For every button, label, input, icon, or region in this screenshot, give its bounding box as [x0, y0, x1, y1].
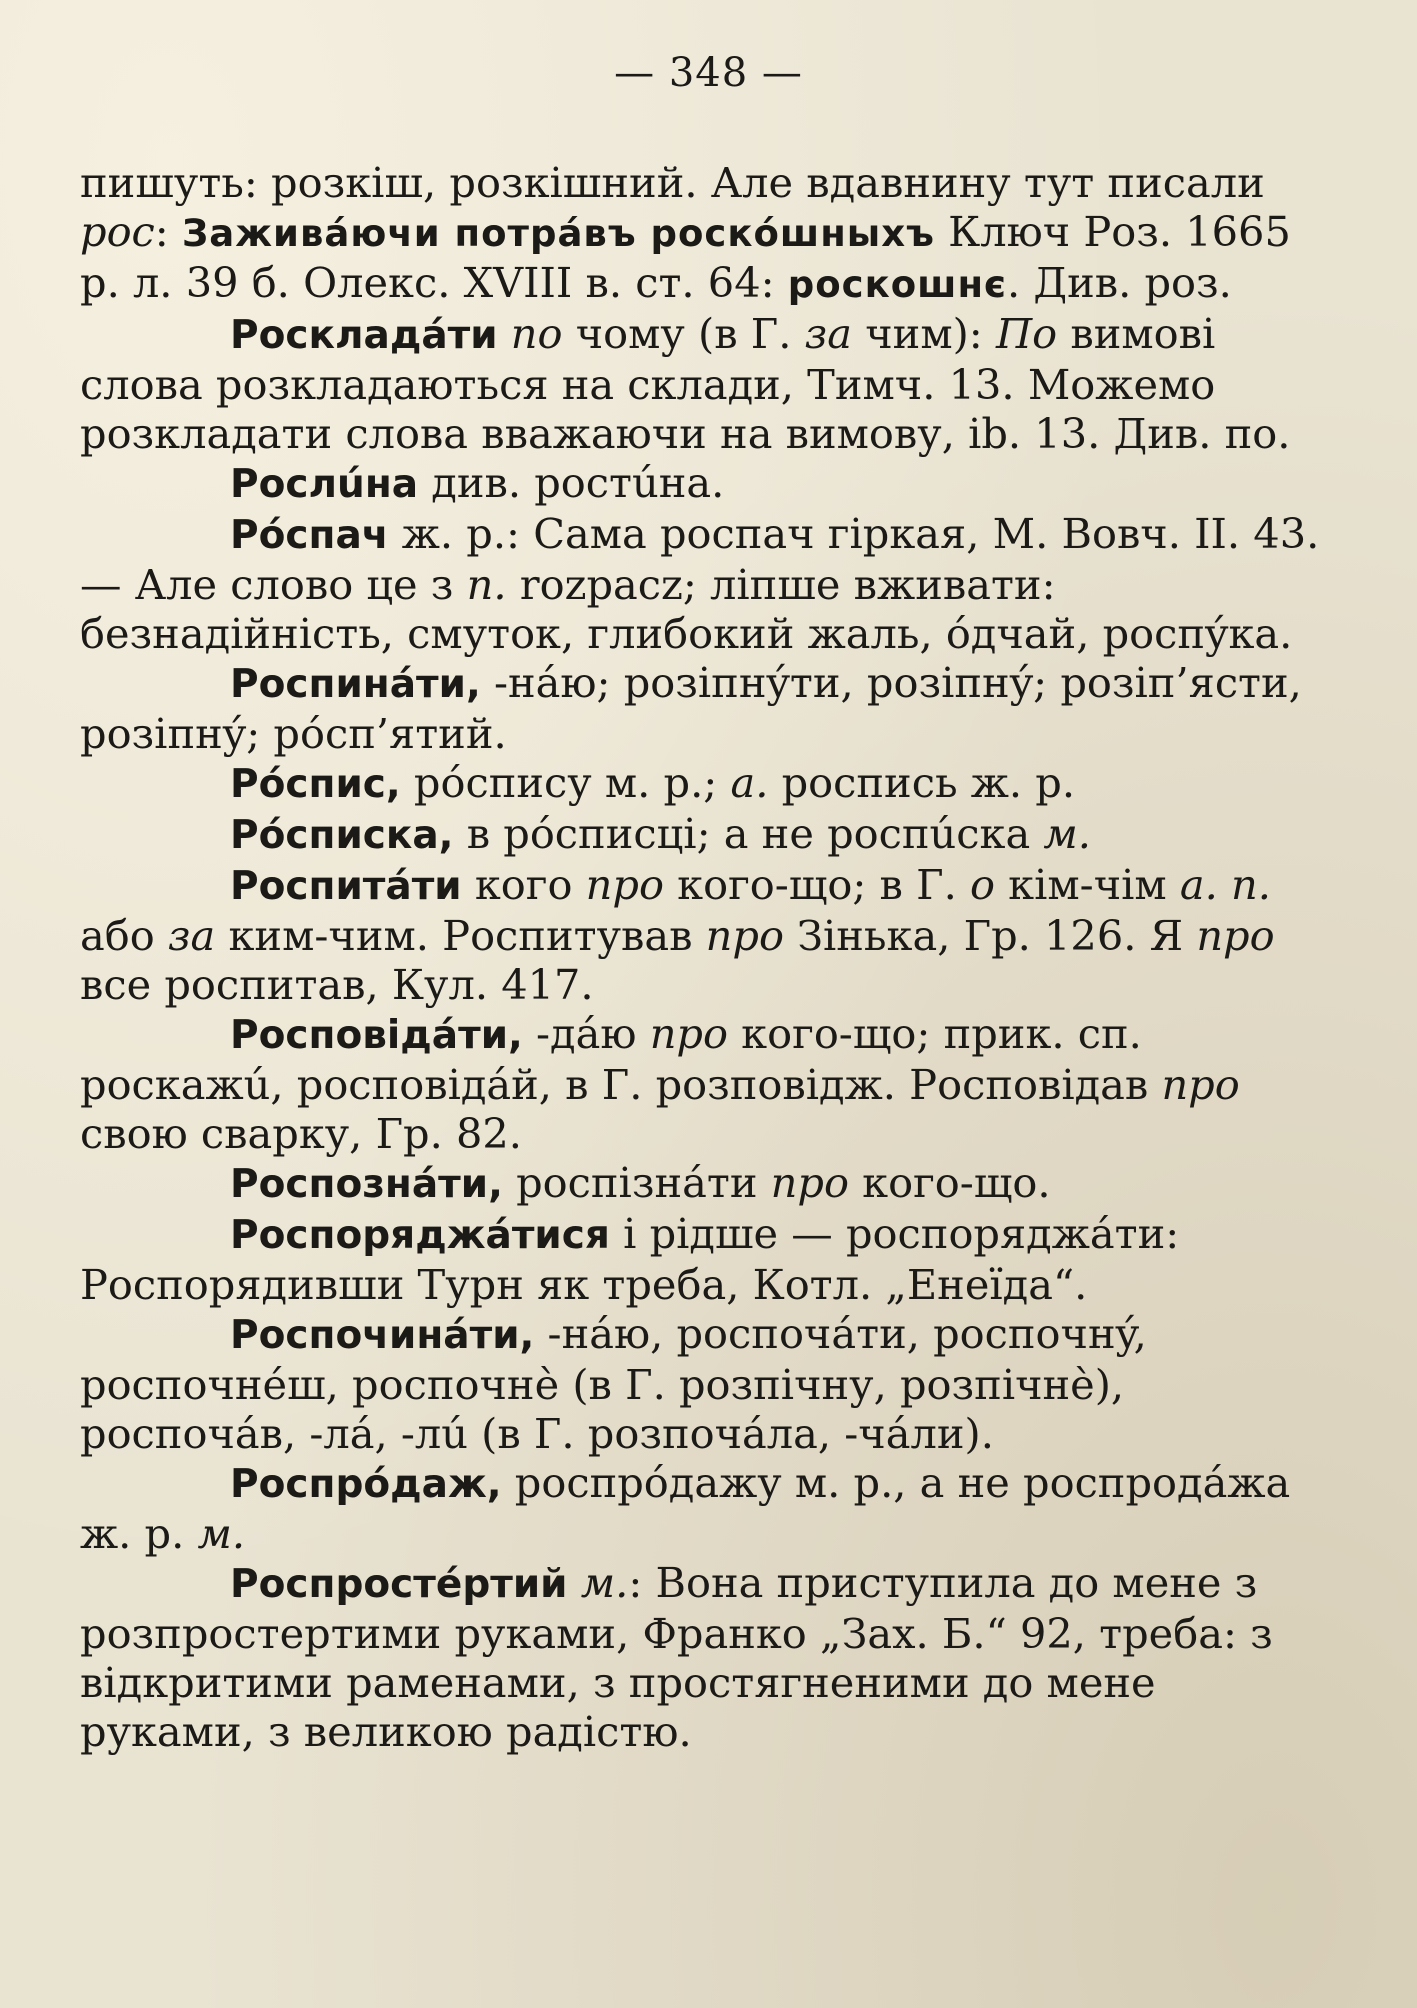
headword: Роспитáти [230, 864, 462, 909]
dictionary-entry [80, 1209, 1335, 1309]
dictionary-text [80, 158, 1335, 1756]
headword: Росповідáти, [230, 1013, 523, 1058]
text-run: кім-чім [994, 860, 1180, 909]
italic-text: по [510, 309, 563, 358]
text-run: роспись ж. р. [768, 758, 1076, 807]
text-run: чим): [852, 309, 996, 358]
italic-text: а. [730, 758, 769, 807]
headword: Рóспач [230, 513, 389, 558]
italic-text: про [1161, 1060, 1240, 1109]
dictionary-entry [80, 1158, 1335, 1209]
dictionary-entry [80, 658, 1335, 758]
italic-text: п. [466, 560, 507, 609]
headword: Роспростéртий [230, 1562, 568, 1607]
dictionary-entry [80, 809, 1335, 860]
old-slavonic-text: роскошнє [787, 263, 1007, 306]
dictionary-entry [80, 758, 1335, 809]
italic-text: м. [1043, 809, 1091, 858]
dictionary-entry [80, 1309, 1335, 1458]
old-slavonic-text: Зажива́ючи потра́въ роско́шныхъ [181, 212, 935, 255]
text-run: і рідше — роспоряджáти: Роспорядивши Турн як треба, Котл. „Енеїда“. [80, 1209, 1180, 1309]
italic-text: про [770, 1158, 849, 1207]
text-run: чому (в Г. [562, 309, 805, 358]
text-run [568, 1558, 581, 1607]
italic-text: про [649, 1009, 728, 1058]
headword: Роспоряджáтися [230, 1213, 610, 1258]
dictionary-entry [80, 509, 1335, 658]
text-run: : [154, 207, 182, 256]
italic-text: про [1196, 911, 1275, 960]
italic-text: м. [580, 1558, 629, 1607]
text-run: кого [461, 860, 586, 909]
text-run: -дáю [522, 1009, 650, 1058]
italic-text: а. п. [1179, 860, 1271, 909]
page-number: — 348 — [614, 50, 803, 96]
italic-text: за [804, 309, 853, 358]
headword: Роспознáти, [230, 1162, 503, 1207]
text-run: або [80, 911, 168, 960]
text-run: rozpacz; ліпше вживати: безнадійність, смуток, глибокий жаль, óдчай, роспýка. [80, 560, 1293, 658]
text-run: Ключ Роз. 1665 р. л. 39 б. Олекс. XVIII в. ст. 64: [80, 207, 1291, 307]
text-run: див. ростúна. [418, 458, 725, 507]
text-run: . Див. роз. [1006, 258, 1232, 307]
text-run [498, 309, 511, 358]
headword: Роскладáти [230, 313, 498, 358]
text-run: роспізнáти [502, 1158, 771, 1207]
text-run: вимові слова розкладаються на склади, Тимч. 13. Можемо розкладати слова вважаючи на вимову, ib. 13. Див. по. [80, 309, 1291, 458]
headword: Роспрóдаж, [230, 1462, 502, 1507]
dictionary-entry [80, 158, 1335, 309]
text-run: кого-що; прик. сп. роскажú, росповідáй, в Г. розповідж. Росповідав [80, 1009, 1162, 1109]
text-run: кого-що; в Г. [663, 860, 970, 909]
italic-text: за [167, 911, 216, 960]
dictionary-entry [80, 1009, 1335, 1158]
headword: Роспинáти, [230, 662, 481, 707]
dictionary-entry [80, 309, 1335, 458]
dictionary-entry [80, 458, 1335, 509]
text-run: ж. р.: Сама роспач гіркая, М. Вовч. II. 43. — Але слово це з [80, 509, 1320, 609]
dictionary-entry [80, 1558, 1335, 1756]
italic-text: м. [197, 1509, 246, 1558]
text-run: в рóсписці; а не роспúска [453, 809, 1044, 858]
italic-text: о [969, 860, 995, 909]
headword: Роспочинáти, [230, 1313, 535, 1358]
dictionary-entry [80, 860, 1335, 1009]
text-run: -нáю; розіпнýти, розіпнý; розіп’ясти, розіпнý; рóсп’ятий. [80, 658, 1302, 758]
text-run: пишуть: розкіш, розкішний. Але вдавнину тут писали [80, 158, 1265, 207]
headword: Рóспис, [230, 762, 401, 807]
italic-text: По [995, 309, 1058, 358]
text-run: -нáю, роспочáти, роспочнý, роспочнéш, роспочнѐ (в Г. розпічну, розпічнѐ), роспочáв, -лá, -лú (в Г. розпочáла, -чáли). [80, 1309, 1147, 1458]
italic-text: рос [80, 207, 155, 256]
text-run: свою сварку, Гр. 82. [80, 1109, 522, 1158]
italic-text: про [585, 860, 664, 909]
text-run: ким-чим. Роспитував [215, 911, 706, 960]
text-run: все роспитав, Кул. 417. [80, 960, 594, 1009]
text-run: рóспису м. р.; [400, 758, 731, 807]
text-run: роспрóдажу м. р., а не роспродáжа ж. р. [80, 1458, 1291, 1558]
headword: Рóсписка, [230, 813, 454, 858]
text-run: кого-що. [848, 1158, 1051, 1207]
dictionary-entry [80, 1458, 1335, 1558]
text-run: Зінька, Гр. 126. Я [783, 911, 1197, 960]
italic-text: про [705, 911, 784, 960]
text-run: : Вона приступила до мене з розпростертими руками, Франко „Зах. Б.“ 92, треба: з відкритими раменами, з простягненими до мене руками, з великою радістю. [80, 1558, 1273, 1756]
headword: Рослúна [230, 462, 419, 507]
